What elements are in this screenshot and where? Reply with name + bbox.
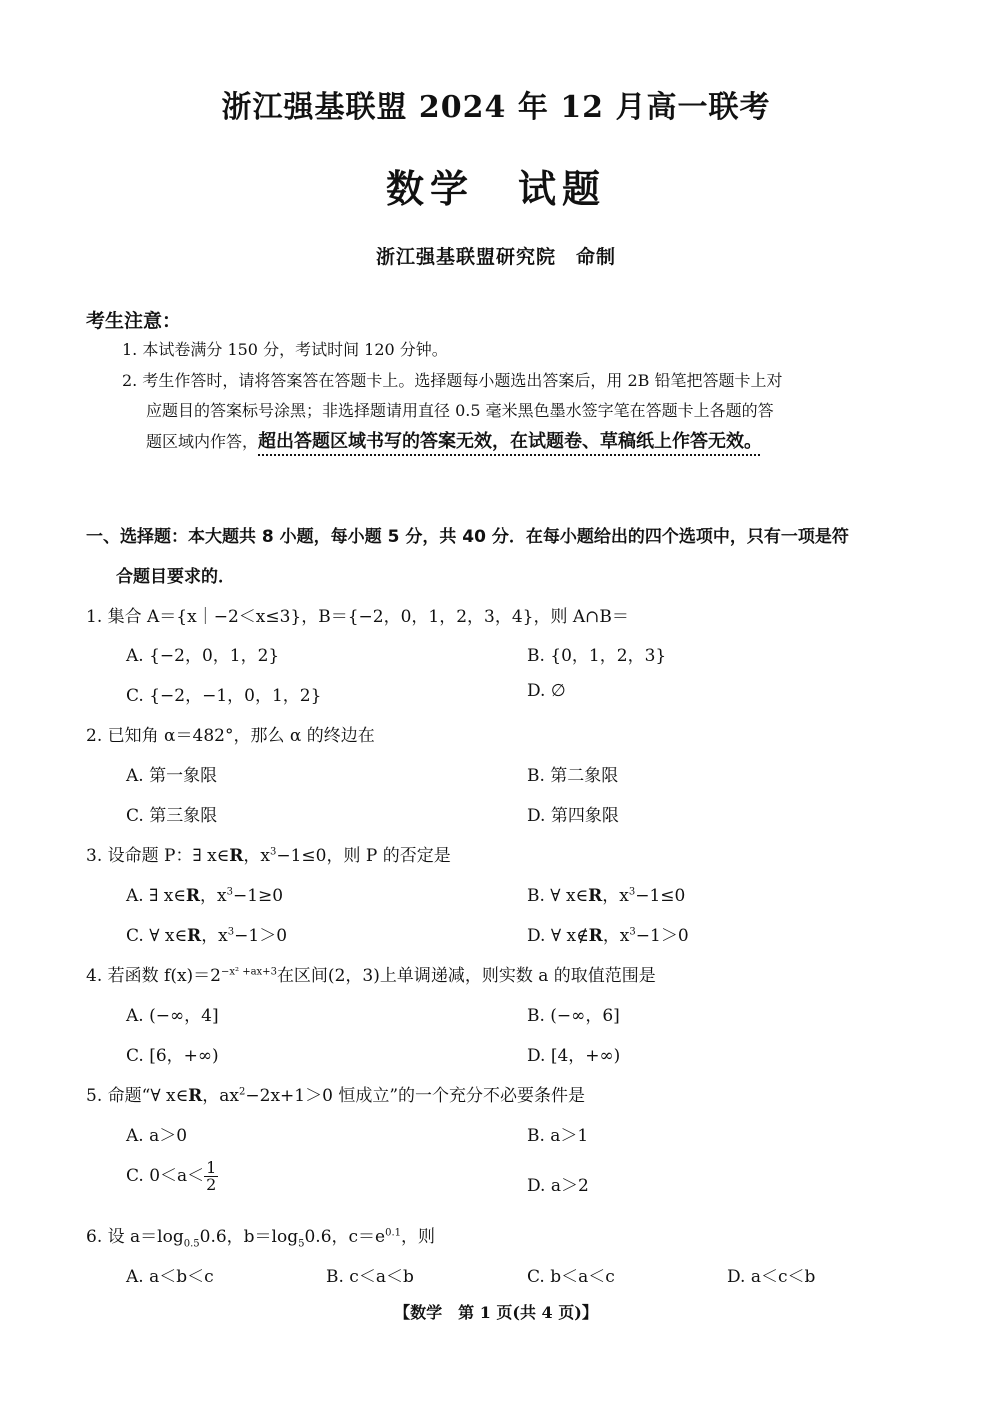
- option-text: −1≤0: [635, 886, 686, 906]
- section-heading: 一、选择题：本大题共 8 小题，每小题 5 分，共 40 分．在每小题给出的四个选项中，只有一项是符: [86, 527, 849, 547]
- q4-stem-part: 4. 若函数 f(x)＝2: [86, 966, 221, 986]
- question-6-option-b: B. c＜a＜b: [326, 1267, 414, 1287]
- q3-stem-part: 3. 设命题 P：∃ x∈: [86, 846, 230, 866]
- q5-stem-real-set: R: [188, 1086, 203, 1106]
- author-line: 浙江强基联盟研究院 命制: [375, 246, 616, 268]
- question-2-option-a: A. 第一象限: [126, 766, 218, 786]
- question-5-option-b: B. a＞1: [527, 1126, 589, 1146]
- option-text: D. ∀ x∉: [527, 926, 589, 946]
- question-3-stem: [86, 841, 451, 866]
- q3-stem-exponent: 3: [270, 846, 277, 858]
- question-4-option-a: A. (−∞，4]: [126, 1006, 219, 1026]
- question-3-option-d: [527, 921, 689, 946]
- q6-stem-part: ，则: [401, 1227, 436, 1247]
- q5-stem-exponent: 2: [239, 1086, 246, 1098]
- option-text: −1≥0: [233, 886, 284, 906]
- notice-heading: 考生注意：: [86, 310, 182, 332]
- page-footer: 【数学 第 1 页(共 4 页)】: [394, 1303, 598, 1322]
- question-5-option-d: D. a＞2: [527, 1176, 589, 1196]
- question-1-option-a: A. {−2，0，1，2}: [126, 646, 280, 666]
- option-text: C. 0＜a＜: [126, 1166, 205, 1186]
- exponent: 3: [628, 886, 636, 898]
- q5-stem-part: −2x+1＞0 恒成立”的一个充分不必要条件是: [245, 1086, 586, 1106]
- q6-exponent: 0.1: [385, 1227, 402, 1239]
- option-text: −1＞0: [234, 926, 288, 946]
- section-heading-cont: 合题目要求的．: [116, 567, 235, 587]
- exponent: 3: [226, 886, 233, 898]
- question-6-stem: [86, 1222, 435, 1249]
- question-5-stem: [86, 1081, 585, 1106]
- q3-stem-part: −1≤0，则 P 的否定是: [276, 846, 451, 866]
- question-3-option-a: [126, 881, 283, 906]
- notice-item-1: 1. 本试卷满分 150 分，考试时间 120 分钟。: [122, 340, 448, 359]
- notice-emphasis-text: 超出答题区域书写的答案无效，在试题卷、草稿纸上作答无效。: [258, 431, 763, 452]
- real-set: R: [588, 886, 603, 906]
- q4-stem-exponent: −x² +ax+3: [221, 966, 277, 978]
- q6-log-base: 5: [298, 1238, 305, 1250]
- option-text: B. ∀ x∈: [527, 886, 589, 906]
- q5-stem-part: ，ax: [202, 1086, 240, 1106]
- fraction: [204, 1160, 218, 1193]
- exponent: 3: [629, 926, 636, 938]
- real-set: R: [185, 886, 201, 906]
- question-4-option-c: C. [6，+∞): [126, 1046, 219, 1066]
- question-2-stem: 2. 已知角 α＝482°，那么 α 的终边在: [86, 726, 375, 746]
- real-set: R: [187, 926, 202, 946]
- real-set: R: [588, 926, 603, 946]
- question-5-option-a: A. a＞0: [126, 1126, 188, 1146]
- question-1-option-b: B. {0，1，2，3}: [527, 646, 667, 666]
- option-text: C. ∀ x∈: [126, 926, 188, 946]
- option-text: ，x: [200, 886, 227, 906]
- question-1-stem: 1. 集合 A＝{x｜−2＜x≤3}，B＝{−2，0，1，2，3，4}，则 A∩B＝: [86, 607, 629, 627]
- question-2-option-c: C. 第三象限: [126, 806, 218, 826]
- option-text: ，x: [602, 886, 629, 906]
- q6-stem-part: 0.6，c＝e: [304, 1227, 386, 1247]
- fraction-numerator: 1: [206, 1158, 217, 1177]
- question-2-option-b: B. 第二象限: [527, 766, 619, 786]
- q6-log-base: 0.5: [183, 1238, 200, 1250]
- notice-item-2-line-1: 2. 考生作答时，请将答案答在答题卡上。选择题每小题选出答案后，用 2B 铅笔把答题卡上对: [122, 371, 783, 390]
- question-5-option-c: [126, 1160, 218, 1193]
- question-3-option-c: [126, 921, 287, 946]
- question-6-option-a: A. a＜b＜c: [126, 1267, 214, 1287]
- q6-stem-part: 0.6，b＝log: [199, 1227, 299, 1247]
- q5-stem-part: 5. 命题“∀ x∈: [86, 1086, 189, 1106]
- subject-title: 数学 试题: [385, 166, 606, 211]
- option-text: −1＞0: [635, 926, 689, 946]
- option-text: ，x: [201, 926, 228, 946]
- question-2-option-d: D. 第四象限: [527, 806, 619, 826]
- q4-stem-part: 在区间(2，3)上单调递减，则实数 a 的取值范围是: [276, 966, 656, 986]
- question-4-option-d: D. [4，+∞): [527, 1046, 621, 1066]
- fraction-denominator: 2: [206, 1175, 217, 1194]
- question-6-option-d: D. a＜c＜b: [727, 1267, 816, 1287]
- notice-item-2-line-2: 应题目的答案标号涂黑；非选择题请用直径 0.5 毫米黑色墨水签字笔在答题卡上各题的答: [146, 401, 774, 420]
- option-text: ，x: [602, 926, 630, 946]
- question-6-option-c: C. b＜a＜c: [527, 1267, 615, 1287]
- notice-item-2-line-3: [146, 430, 762, 454]
- q3-stem-real-set: R: [229, 846, 244, 866]
- exam-title: 浙江强基联盟 2024 年 12 月高一联考: [221, 90, 771, 125]
- question-3-option-b: [527, 881, 685, 906]
- notice-plain-text: 题区域内作答，: [146, 432, 259, 451]
- option-text: A. ∃ x∈: [126, 886, 186, 906]
- question-1-option-c: C. {−2，−1，0，1，2}: [126, 686, 322, 706]
- question-4-option-b: B. (−∞，6]: [527, 1006, 620, 1026]
- q3-stem-part: ，x: [243, 846, 270, 866]
- question-4-stem: [86, 961, 656, 986]
- question-1-option-d: D. ∅: [527, 681, 566, 701]
- exponent: 3: [227, 926, 235, 938]
- q6-stem-part: 6. 设 a＝log: [86, 1227, 184, 1247]
